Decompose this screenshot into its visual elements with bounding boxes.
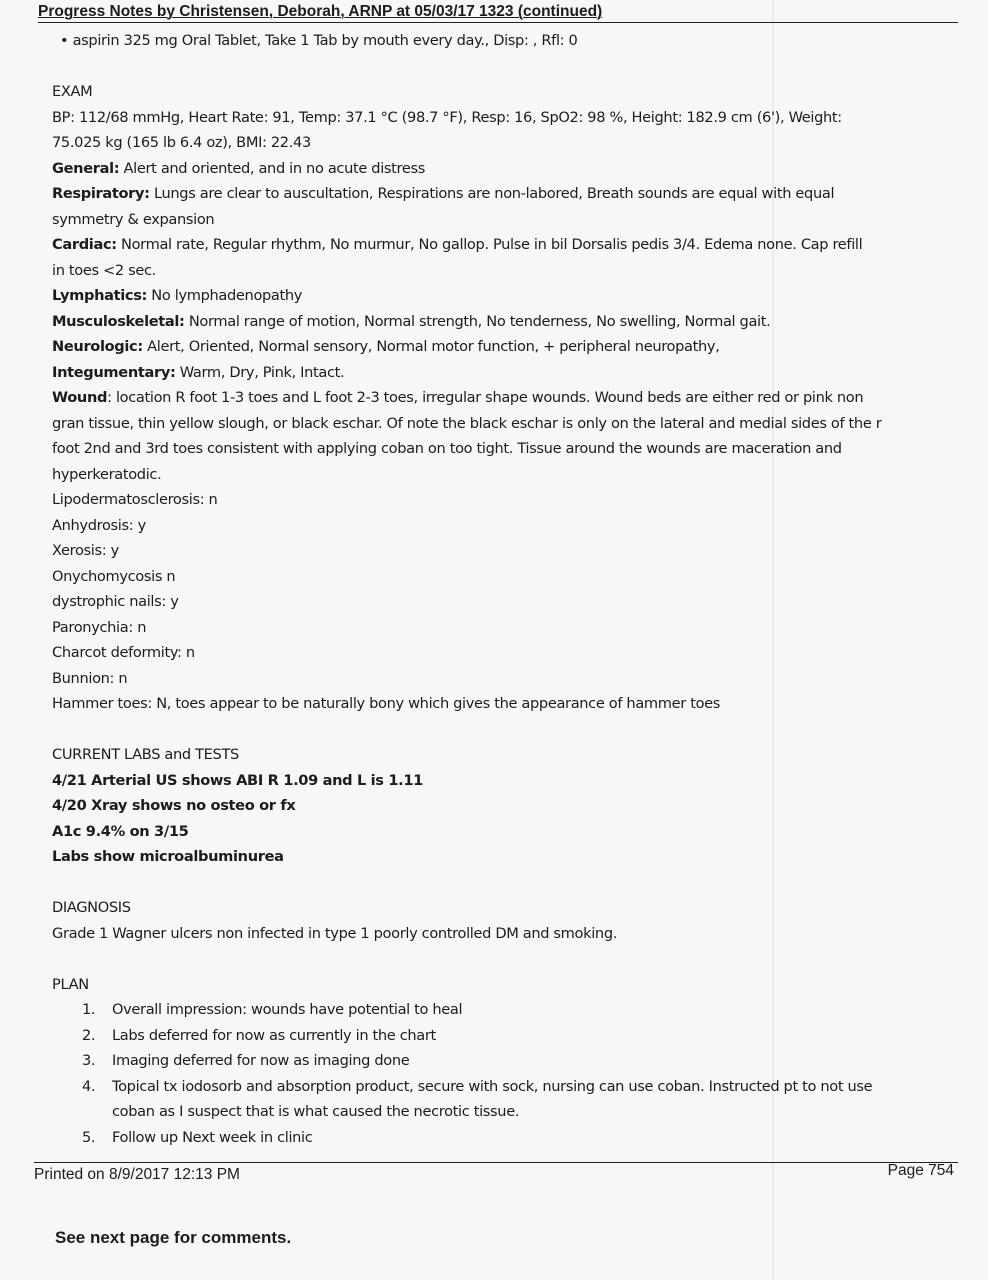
exam-heading: EXAM <box>52 83 93 100</box>
wound-row-cont-2: foot 2nd and 3rd toes consistent with applying coban on too tight. Tissue around the wounds are maceration and <box>52 440 842 457</box>
note-body <box>52 28 952 1150</box>
general-row <box>52 156 952 182</box>
vitals-line-2: 75.025 kg (165 lb 6.4 oz), BMI: 22.43 <box>52 134 311 151</box>
plan-item <box>52 1074 952 1100</box>
plan-number: 5. <box>82 1128 96 1146</box>
plan-item <box>52 997 952 1023</box>
comments-note: See next page for comments. <box>55 1228 292 1247</box>
diagnosis-text: Grade 1 Wagner ulcers non infected in type 1 poorly controlled DM and smoking. <box>52 924 618 942</box>
plan-text: Follow up Next week in clinic <box>112 1128 313 1146</box>
musculoskeletal-row <box>52 309 952 335</box>
bullet: • <box>60 32 69 49</box>
wound-row-cont-3: hyperkeratodic. <box>52 465 162 483</box>
respiratory-row <box>52 181 952 207</box>
plan-number: 1. <box>82 1001 96 1018</box>
plan-item-cont: coban as I suspect that is what caused the necrotic tissue. <box>112 1103 520 1120</box>
finding-item: Paronychia: n <box>52 618 147 636</box>
finding-item: Charcot deformity: n <box>52 644 195 661</box>
neurologic-row <box>52 334 952 360</box>
plan-number: 2. <box>82 1026 96 1044</box>
integumentary-label: Integumentary: <box>52 363 176 381</box>
plan-heading: PLAN <box>52 975 89 993</box>
plan-text: Topical tx iodosorb and absorption product, secure with sock, nursing can use coban. Instructed pt to not use <box>112 1077 873 1095</box>
plan-item <box>52 1048 952 1074</box>
plan-item <box>52 1125 952 1151</box>
plan-text: Imaging deferred for now as imaging done <box>112 1052 410 1069</box>
finding-item: Onychomycosis n <box>52 567 176 585</box>
cardiac-text: Normal rate, Regular rhythm, No murmur, No gallop. Pulse in bil Dorsalis pedis 3/4. Edema none. Cap refill <box>116 236 863 253</box>
lymphatics-text: No lymphadenopathy <box>147 287 303 304</box>
cardiac-row <box>52 232 952 258</box>
lab-item: 4/21 Arterial US shows ABI R 1.09 and L is 1.11 <box>52 771 423 789</box>
wound-label: Wound <box>52 389 108 406</box>
cardiac-label: Cardiac: <box>52 236 117 253</box>
finding-item: Hammer toes: N, toes appear to be naturally bony which gives the appearance of hammer toes <box>52 695 721 712</box>
finding-item: dystrophic nails: y <box>52 593 179 610</box>
finding-item: Lipodermatosclerosis: n <box>52 491 218 508</box>
lab-item: 4/20 Xray shows no osteo or fx <box>52 797 296 814</box>
medication-text: aspirin 325 mg Oral Tablet, Take 1 Tab by mouth every day., Disp: , Rfl: 0 <box>72 32 578 49</box>
musculoskeletal-text: Normal range of motion, Normal strength, No tenderness, No swelling, Normal gait. <box>184 312 771 330</box>
musculoskeletal-label: Musculoskeletal: <box>52 312 185 330</box>
labs-heading: CURRENT LABS and TESTS <box>52 746 239 763</box>
general-label: General: <box>52 159 120 177</box>
page-header: Progress Notes by Christensen, Deborah, ARNP at 05/03/17 1323 (continued) <box>38 2 958 23</box>
respiratory-row-cont: symmetry & expansion <box>52 210 215 228</box>
respiratory-label: Respiratory: <box>52 185 150 202</box>
lab-item: A1c 9.4% on 3/15 <box>52 822 189 840</box>
integumentary-text: Warm, Dry, Pink, Intact. <box>175 363 345 381</box>
finding-item: Bunnion: n <box>52 669 128 687</box>
plan-text: Labs deferred for now as currently in the chart <box>112 1026 436 1044</box>
integumentary-row <box>52 360 952 386</box>
plan-item <box>52 1023 952 1049</box>
diagnosis-heading: DIAGNOSIS <box>52 899 131 916</box>
cardiac-row-cont: in toes <2 sec. <box>52 261 156 279</box>
page-number: Page 754 <box>887 1162 954 1179</box>
finding-item: Xerosis: y <box>52 542 119 559</box>
wound-row-cont-1: gran tissue, thin yellow slough, or black eschar. Of note the black eschar is only on the lateral and medial sides of the r <box>52 414 882 432</box>
neurologic-label: Neurologic: <box>52 338 143 355</box>
vitals-line-1: BP: 112/68 mmHg, Heart Rate: 91, Temp: 37.1 °C (98.7 °F), Resp: 16, SpO2: 98 %, Height: 182.9 cm (6'), Weight: <box>52 108 842 126</box>
medication-line <box>52 28 952 54</box>
plan-number: 3. <box>82 1052 96 1069</box>
respiratory-text: Lungs are clear to auscultation, Respirations are non-labored, Breath sounds are equal with equal <box>149 185 835 202</box>
wound-row <box>52 385 952 411</box>
printed-timestamp: Printed on 8/9/2017 12:13 PM <box>34 1166 240 1183</box>
plan-number: 4. <box>82 1077 96 1095</box>
general-text: Alert and oriented, and in no acute distress <box>119 159 425 177</box>
wound-text: : location R foot 1-3 toes and L foot 2-3 toes, irregular shape wounds. Wound beds are either red or pink non <box>107 389 864 406</box>
lab-item: Labs show microalbuminurea <box>52 848 284 865</box>
finding-item: Anhydrosis: y <box>52 516 146 534</box>
lymphatics-row <box>52 283 952 309</box>
lymphatics-label: Lymphatics: <box>52 287 148 304</box>
neurologic-text: Alert, Oriented, Normal sensory, Normal motor function, + peripheral neuropathy, <box>142 338 720 355</box>
plan-text: Overall impression: wounds have potential to heal <box>112 1001 463 1018</box>
footer-divider <box>34 1162 958 1163</box>
